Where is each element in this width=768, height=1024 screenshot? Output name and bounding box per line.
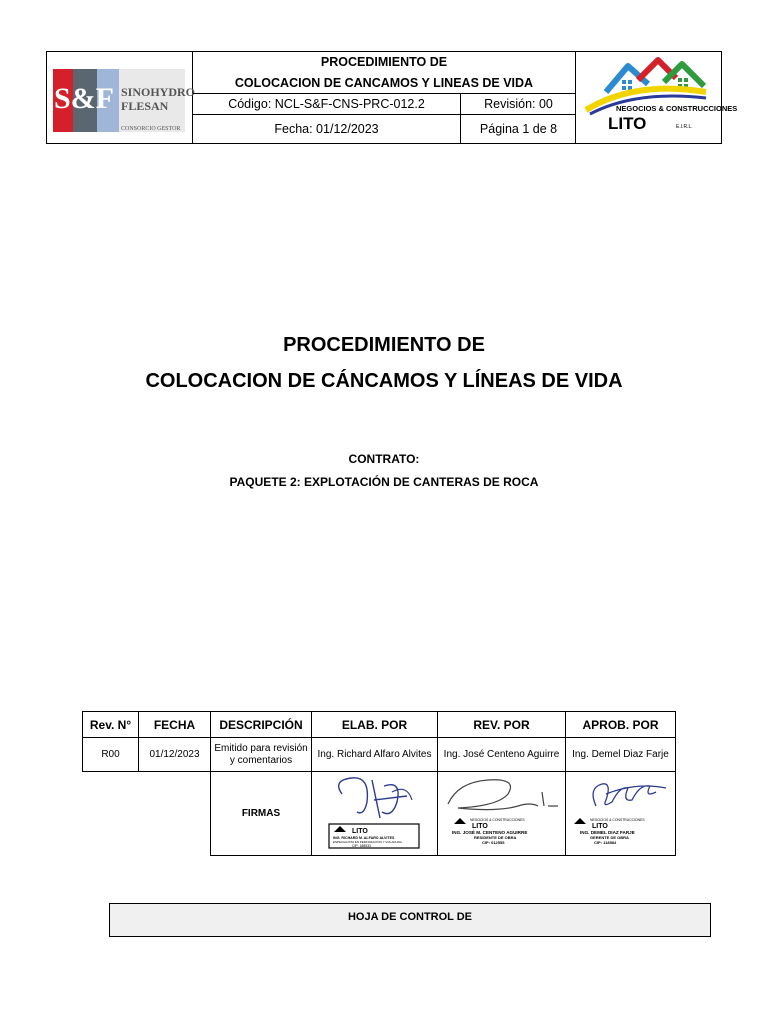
svg-text:GERENTE DE OBRA: GERENTE DE OBRA xyxy=(590,835,629,840)
header-code-row xyxy=(193,94,575,115)
sinohydro-flesan-logo xyxy=(47,52,196,143)
table-row xyxy=(83,738,676,772)
svg-text:ING. DEMEL DIAZ FARJE: ING. DEMEL DIAZ FARJE xyxy=(580,830,635,835)
signature-stamp-3 xyxy=(566,772,675,852)
row-aprob: Ing. Demel Diaz Farje xyxy=(566,738,676,772)
svg-text:ING. RICHARD M. ALFARO ALVITES: ING. RICHARD M. ALFARO ALVITES xyxy=(333,836,395,840)
svg-text:SINOHYDRO: SINOHYDRO xyxy=(121,85,196,99)
row-fecha: 01/12/2023 xyxy=(139,738,211,772)
col-rev-por: REV. POR xyxy=(438,712,566,738)
lito-logo xyxy=(576,52,738,143)
row-elab: Ing. Richard Alfaro Alvites xyxy=(312,738,438,772)
col-descripcion: DESCRIPCIÓN xyxy=(211,712,312,738)
row-rev-por: Ing. José Centeno Aguirre xyxy=(438,738,566,772)
signature-rev xyxy=(438,772,566,856)
svg-text:S&F: S&F xyxy=(54,82,114,115)
empty-cell xyxy=(139,772,211,856)
svg-text:NEGOCIOS & CONSTRUCCIONES: NEGOCIOS & CONSTRUCCIONES xyxy=(470,818,525,822)
col-fecha: FECHA xyxy=(139,712,211,738)
col-elab: ELAB. POR xyxy=(312,712,438,738)
svg-text:LITO: LITO xyxy=(592,823,608,830)
header-title-line2: COLOCACION DE CANCAMOS Y LINEAS DE VIDA xyxy=(193,74,575,94)
signature-stamp-2 xyxy=(438,772,565,852)
document-code: Código: NCL-S&F-CNS-PRC-012.2 xyxy=(193,94,461,114)
svg-text:NEGOCIOS & CONSTRUCCIONES: NEGOCIOS & CONSTRUCCIONES xyxy=(590,818,645,822)
firmas-label: FIRMAS xyxy=(211,772,312,856)
svg-text:CIP: 188533: CIP: 188533 xyxy=(352,844,371,848)
signatures-row xyxy=(83,772,676,856)
row-descripcion: Emitido para revisión y comentarios xyxy=(211,738,312,772)
svg-text:LITO: LITO xyxy=(352,828,368,835)
svg-text:CIP: 012555: CIP: 012555 xyxy=(482,840,505,845)
document-title-line1: PROCEDIMIENTO DE xyxy=(283,334,485,356)
page-number: Página 1 de 8 xyxy=(479,122,558,136)
svg-text:LITO: LITO xyxy=(472,823,488,830)
col-aprob: APROB. POR xyxy=(566,712,676,738)
svg-text:RESIDENTE DE OBRA: RESIDENTE DE OBRA xyxy=(474,835,517,840)
svg-text:E.I.R.L.: E.I.R.L. xyxy=(676,124,693,130)
svg-text:CIP: 118584: CIP: 118584 xyxy=(594,840,617,845)
svg-text:LITO: LITO xyxy=(608,114,647,133)
signature-aprob xyxy=(566,772,676,856)
control-sheet-box: HOJA DE CONTROL DE xyxy=(109,903,711,937)
col-rev: Rev. N° xyxy=(83,712,139,738)
header-title-line1: PROCEDIMIENTO DE xyxy=(320,55,448,69)
row-rev: R00 xyxy=(83,738,139,772)
header-date-row xyxy=(193,115,575,143)
header-info xyxy=(193,52,576,143)
document-header xyxy=(46,51,738,144)
svg-text:ING. JOSÉ M. CENTENO AGUIRRE: ING. JOSÉ M. CENTENO AGUIRRE xyxy=(452,830,528,835)
document-title-line2: COLOCACION DE CÁNCAMOS Y LÍNEAS DE VIDA xyxy=(145,370,623,392)
revision-table-header xyxy=(83,712,676,738)
document-date: Fecha: 01/12/2023 xyxy=(193,115,461,143)
svg-text:NEGOCIOS & CONSTRUCCIONES: NEGOCIOS & CONSTRUCCIONES xyxy=(616,104,738,113)
signature-elab xyxy=(312,772,438,856)
svg-text:CONSORCIO GESTOR: CONSORCIO GESTOR xyxy=(121,126,181,132)
contract-label: CONTRATO: xyxy=(348,452,420,466)
svg-text:ESPECIALISTA EN PERFORACION Y: ESPECIALISTA EN PERFORACION Y VOLADURA xyxy=(333,840,402,844)
empty-cell xyxy=(83,772,139,856)
signature-stamp-1 xyxy=(312,772,437,852)
contract-package: PAQUETE 2: EXPLOTACIÓN DE CANTERAS DE ROCA xyxy=(229,475,539,489)
svg-text:FLESAN: FLESAN xyxy=(121,99,169,113)
document-revision: Revisión: 00 xyxy=(484,97,553,111)
revision-table xyxy=(82,711,676,856)
